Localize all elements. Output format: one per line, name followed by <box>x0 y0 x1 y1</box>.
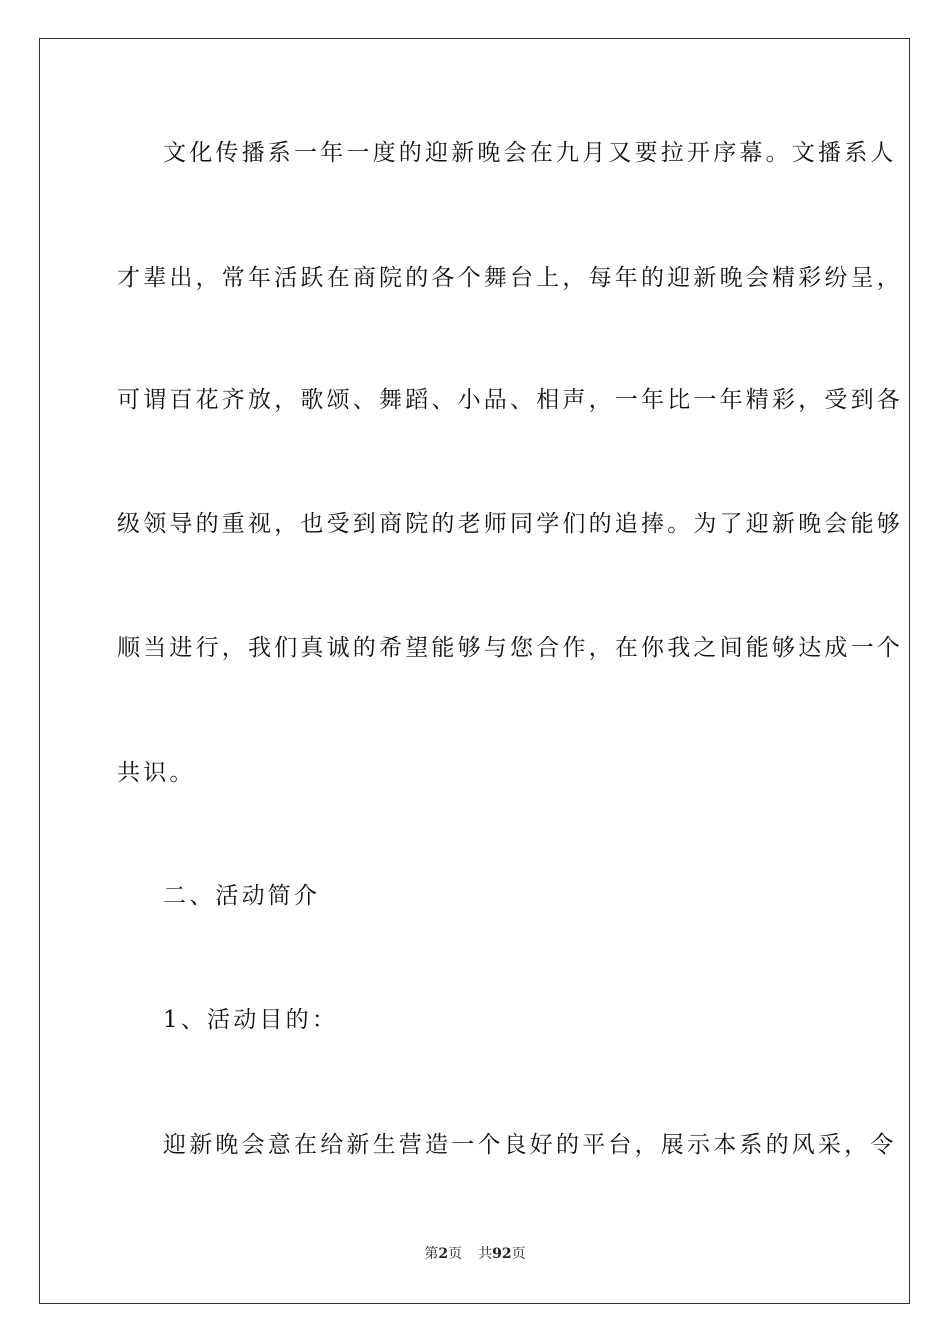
page-frame <box>39 38 910 1304</box>
total-label-suffix: 页 <box>511 1246 526 1262</box>
page-label-prefix: 第 <box>424 1246 439 1262</box>
paragraph-line-6: 共识。 <box>117 760 196 786</box>
page-footer <box>0 1245 950 1263</box>
paragraph-line-3: 可谓百花齐放，歌颂、舞蹈、小品、相声，一年比一年精彩，受到各 <box>117 387 903 413</box>
total-pages: 92 <box>492 1246 512 1262</box>
paragraph-line-2: 才辈出，常年活跃在商院的各个舞台上，每年的迎新晚会精彩纷呈， <box>117 265 903 291</box>
page-label-suffix: 页 <box>448 1246 463 1262</box>
paragraph-line-1: 文化传播系一年一度的迎新晚会在九月又要拉开序幕。文播系人 <box>163 140 897 166</box>
paragraph-line-7: 迎新晚会意在给新生营造一个良好的平台，展示本系的风采，令 <box>163 1132 897 1158</box>
total-label-prefix: 共 <box>478 1246 493 1262</box>
section-heading: 二、活动简介 <box>163 883 321 909</box>
page-number: 2 <box>438 1246 449 1262</box>
subsection-heading: 1、活动目的： <box>163 1007 339 1033</box>
paragraph-line-5: 顺当进行，我们真诚的希望能够与您合作，在你我之间能够达成一个 <box>117 635 903 661</box>
paragraph-line-4: 级领导的重视，也受到商院的老师同学们的追捧。为了迎新晚会能够 <box>117 511 903 537</box>
